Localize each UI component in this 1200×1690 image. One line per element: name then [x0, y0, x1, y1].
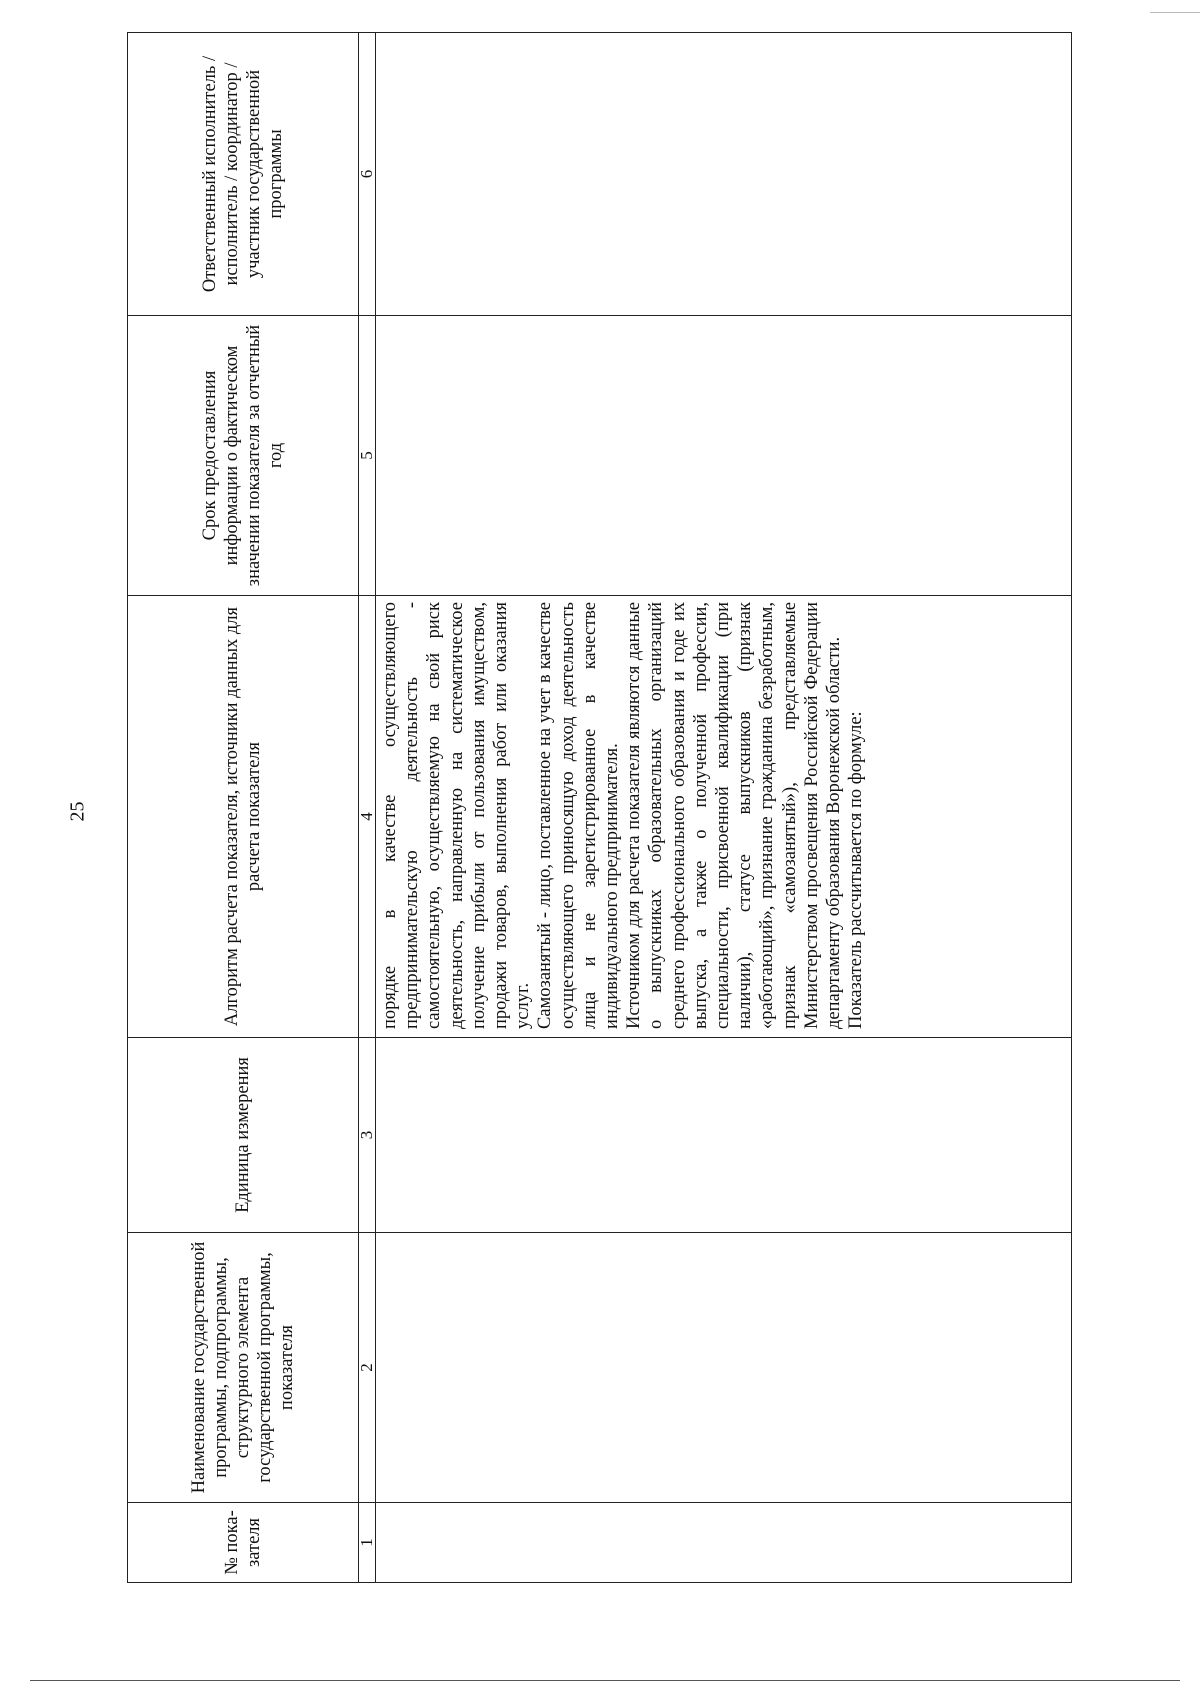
column-number: 3: [359, 1038, 376, 1233]
cell-responsible: [376, 33, 1072, 316]
cell-program-name: [376, 1233, 1072, 1503]
page-bottom-line: [30, 1680, 1180, 1681]
header-deadline: Срок предоставления информации о фактическом значении показателя за отчетный год: [128, 316, 359, 596]
header-program-name: Наименование государственной программы, подпрограммы, структурного элемента государственной программы, показателя: [128, 1233, 359, 1503]
column-number: 6: [359, 33, 376, 316]
algorithm-paragraph: порядке в качестве осуществляющего предпринимательскую деятельность - самостоятельную, осуществляемую на свой риск деятельность, направленную на систематическое получение прибыли от пользования имуществом, продажи товаров, выполнения работ или оказания услуг.: [380, 602, 534, 1029]
scan-mark: [1150, 12, 1200, 13]
algorithm-paragraph: Показатель рассчитывается по формуле:: [846, 711, 867, 1029]
header-unit: Единица измерения: [128, 1038, 359, 1233]
header-algorithm: Алгоритм расчета показателя, источники данных для расчета показателя: [128, 596, 359, 1038]
column-number: 1: [359, 1503, 376, 1583]
cell-deadline: [376, 316, 1072, 596]
algorithm-text: [376, 596, 1059, 1037]
header-indicator-number: № пока-зателя: [128, 1503, 359, 1583]
header-responsible: Ответственный исполнитель / исполнитель / координатор / участник государственной программы: [128, 33, 359, 316]
table-row: [376, 33, 1072, 1583]
rotated-table-container: [127, 33, 1072, 1583]
column-number: 4: [359, 596, 376, 1038]
page-number: 25: [66, 801, 89, 822]
header-row: [128, 33, 359, 1583]
column-number-row: [359, 33, 376, 1583]
algorithm-paragraph: Источником для расчета показателя являются данные о выпускниках образовательных организаций среднего профессионального образования и годе их выпуска, а также о полученной профессии, специальности, присвоенной квалификации (при наличии), статусе выпускников (признак «работающий», признание гражданина безработным, признак «самозанятый»), представляемые Министерством просвещения Российской Федерации департаменту образования Воронежской области.: [624, 602, 845, 1029]
cell-unit: [376, 1038, 1072, 1233]
indicator-table: [127, 32, 1072, 1583]
column-number: 5: [359, 316, 376, 596]
algorithm-paragraph: Самозанятый - лицо, поставленное на учет в качестве осуществляющего приносящую доход деятельность лица и не зарегистрированное в качестве индивидуального предпринимателя.: [535, 602, 623, 1029]
column-number: 2: [359, 1233, 376, 1503]
cell-algorithm: [376, 596, 1072, 1038]
cell-indicator-number: [376, 1503, 1072, 1583]
